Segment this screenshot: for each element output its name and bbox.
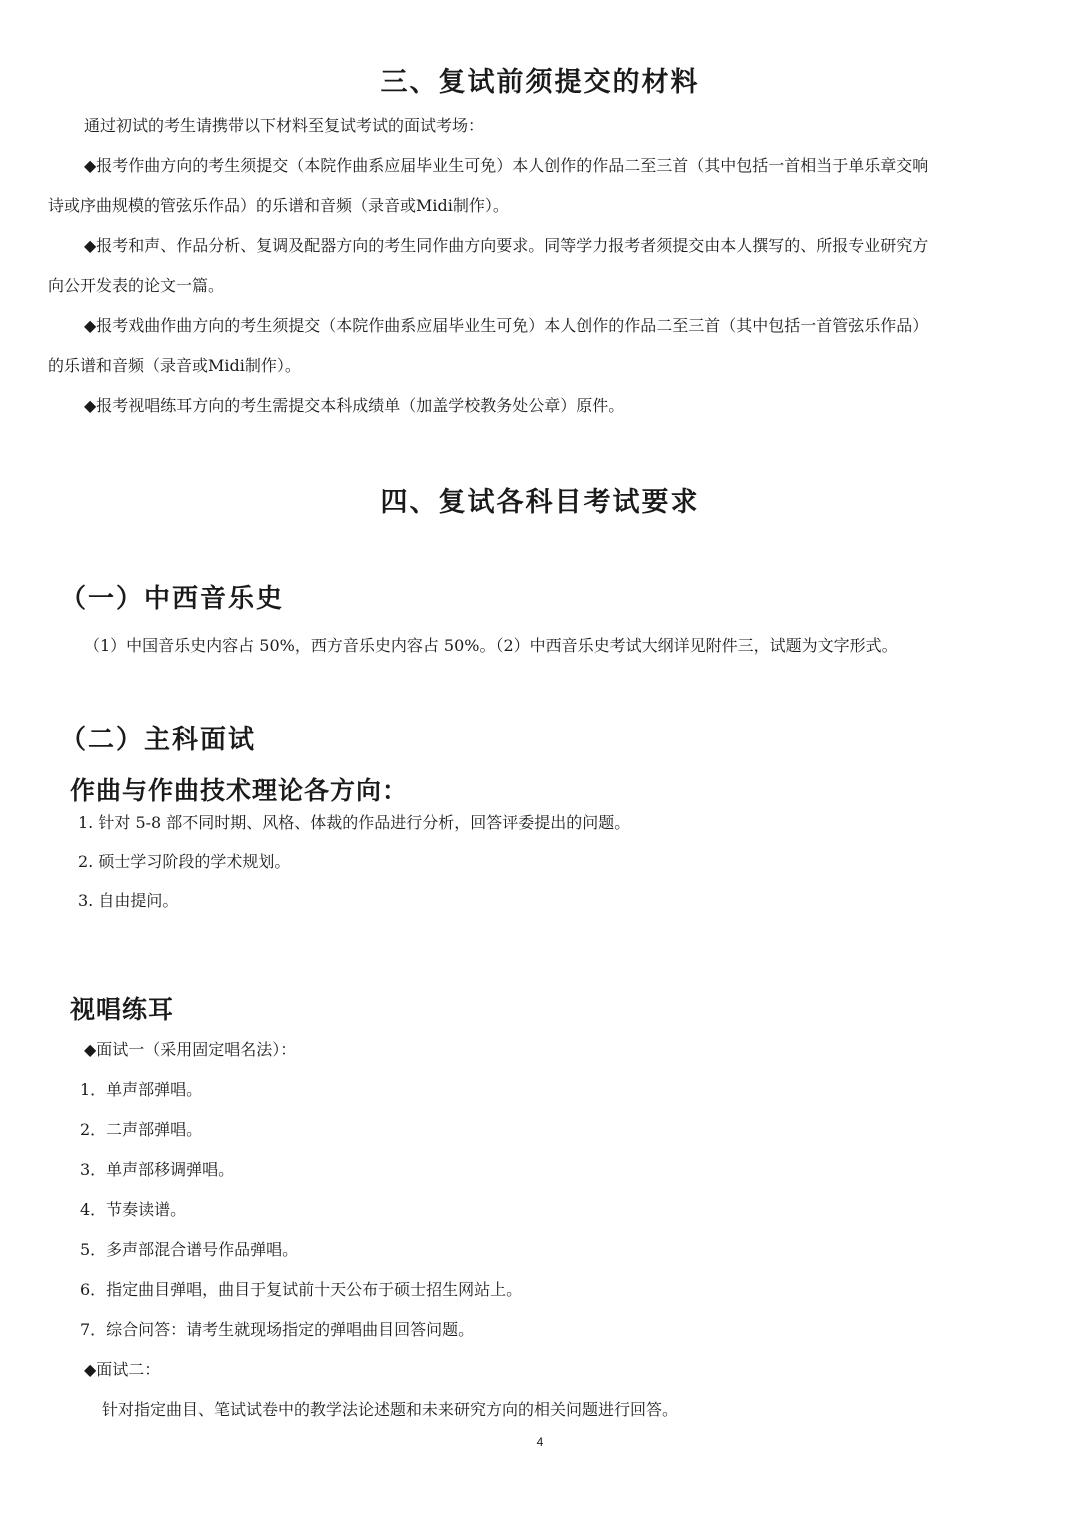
interview1-item-2: 2．二声部弹唱。 bbox=[80, 1120, 203, 1139]
interview1-item-1: 1．单声部弹唱。 bbox=[80, 1080, 203, 1099]
section3-intro: 通过初试的考生请携带以下材料至复试考试的面试考场： bbox=[84, 116, 485, 135]
interview1-label: ◆面试一（采用固定唱名法）： bbox=[84, 1040, 297, 1059]
composition-item-3: 3. 自由提问。 bbox=[78, 891, 179, 910]
section3-item1-line2: 诗或序曲规模的管弦乐作品）的乐谱和音频（录音或Midi制作）。 bbox=[48, 196, 509, 215]
interview1-item-7: 7．综合问答：请考生就现场指定的弹唱曲目回答问题。 bbox=[80, 1320, 475, 1339]
page-number: 4 bbox=[536, 1435, 544, 1449]
section3-item3-line1: ◆报考戏曲作曲方向的考生须提交（本院作曲系应届毕业生可免）本人创作的作品二至三首（其中包括一首管弦乐作品） bbox=[84, 316, 929, 335]
composition-heading: 作曲与作曲技术理论各方向： bbox=[70, 776, 409, 805]
part1-text: （1）中国音乐史内容占 50%，西方音乐史内容占 50%。（2）中西音乐史考试大纲详见附件三，试题为文字形式。 bbox=[84, 636, 898, 655]
section3-item1-line1: ◆报考作曲方向的考生须提交（本院作曲系应届毕业生可免）本人创作的作品二至三首（其中包括一首相当于单乐章交响 bbox=[84, 156, 929, 175]
interview2-label: ◆面试二： bbox=[84, 1360, 161, 1379]
section4-heading: 四、复试各科目考试要求 bbox=[380, 487, 700, 518]
composition-item-1: 1. 针对 5-8 部不同时期、风格、体裁的作品进行分析，回答评委提出的问题。 bbox=[78, 813, 631, 832]
section3-item2-line2: 向公开发表的论文一篇。 bbox=[48, 276, 225, 295]
section3-item3-line2: 的乐谱和音频（录音或Midi制作）。 bbox=[48, 356, 301, 375]
solfege-heading: 视唱练耳 bbox=[70, 995, 175, 1024]
interview1-item-4: 4．节奏读谱。 bbox=[80, 1200, 187, 1219]
part2-heading: （二）主科面试 bbox=[60, 725, 257, 755]
section3-item2-line1: ◆报考和声、作品分析、复调及配器方向的考生同作曲方向要求。同等学力报考者须提交由本人撰写的、所报专业研究方 bbox=[84, 236, 929, 255]
interview1-item-5: 5．多声部混合谱号作品弹唱。 bbox=[80, 1240, 299, 1259]
composition-item-2: 2. 硕士学习阶段的学术规划。 bbox=[78, 852, 291, 871]
part1-heading: （一）中西音乐史 bbox=[60, 584, 285, 614]
section3-heading: 三、复试前须提交的材料 bbox=[380, 67, 700, 98]
interview2-text: 针对指定曲目、笔试试卷中的教学法论述题和未来研究方向的相关问题进行回答。 bbox=[102, 1400, 679, 1419]
interview1-item-3: 3．单声部移调弹唱。 bbox=[80, 1160, 235, 1179]
interview1-item-6: 6．指定曲目弹唱，曲目于复试前十天公布于硕士招生网站上。 bbox=[80, 1280, 523, 1299]
section3-item4-line1: ◆报考视唱练耳方向的考生需提交本科成绩单（加盖学校教务处公章）原件。 bbox=[84, 396, 625, 415]
